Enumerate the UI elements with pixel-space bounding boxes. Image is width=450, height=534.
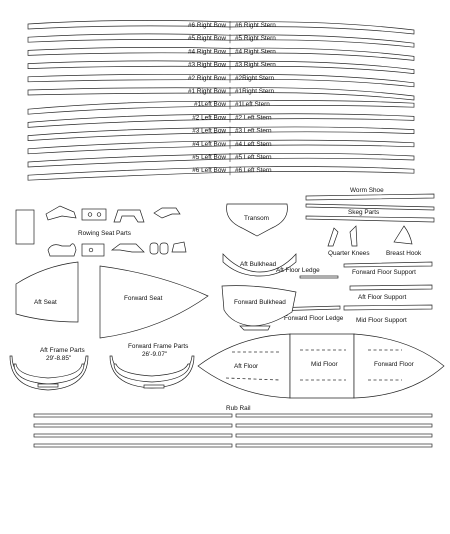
strake-stern-label: #2 Left Stern bbox=[235, 114, 272, 122]
strake-bow-label: #3 Right Bow bbox=[187, 61, 226, 69]
strake-plank bbox=[28, 61, 414, 74]
worm-shoe-label: Worm Shoe bbox=[350, 187, 384, 194]
aft-floor-support-label: Aft Floor Support bbox=[358, 294, 407, 301]
strake-plank bbox=[28, 166, 414, 180]
strake-stern-label: #4 Left Stern bbox=[235, 140, 272, 148]
strake-bow-label: #1Left Bow bbox=[194, 101, 226, 109]
strake-bow-label: #4 Left Bow bbox=[192, 140, 226, 148]
strake-stern-label: #2Right Stern bbox=[235, 74, 275, 82]
breast-hook-label: Breast Hook bbox=[386, 250, 422, 257]
strake-stern-label: #5 Left Stern bbox=[235, 154, 272, 161]
breast-hook-part bbox=[386, 226, 422, 257]
aft-floor-label: Aft Floor bbox=[234, 363, 259, 370]
strake-stern-label: #1Right Stern bbox=[235, 88, 275, 95]
strake-plank bbox=[28, 140, 414, 154]
strake-planks bbox=[28, 20, 414, 180]
aft-bulkhead-label: Aft Bulkhead bbox=[240, 261, 277, 268]
aft-floor-ledge-label: Aft Floor Ledge bbox=[276, 267, 320, 274]
skeg-parts-part bbox=[306, 204, 434, 222]
strake-stern-label: #4 Right Stern bbox=[235, 48, 276, 56]
transom-part bbox=[227, 204, 288, 236]
strake-bow-label: #3 Left Bow bbox=[192, 127, 226, 135]
rub-rail-label: Rub Rail bbox=[226, 405, 251, 412]
strake-bow-label: #2 Left Bow bbox=[192, 114, 226, 122]
strake-plank bbox=[28, 87, 414, 100]
rub-rail-parts bbox=[34, 405, 432, 447]
aft-frame-dimension: 29'-8.85" bbox=[46, 355, 72, 362]
strake-plank bbox=[28, 153, 414, 167]
rowing-seat-parts bbox=[16, 206, 186, 256]
forward-bulkhead-part bbox=[222, 286, 296, 330]
forward-floor-ledge-label: Forward Floor Ledge bbox=[284, 315, 344, 322]
strake-bow-label: #5 Right Bow bbox=[187, 35, 226, 43]
forward-seat-part bbox=[100, 266, 208, 338]
forward-floor-support-label: Forward Floor Support bbox=[352, 269, 416, 276]
strake-stern-label: #3 Left Stern bbox=[235, 127, 272, 135]
floor-panels bbox=[198, 334, 444, 398]
aft-seat-part bbox=[16, 262, 78, 322]
forward-floor-label: Forward Floor bbox=[374, 361, 414, 368]
forward-floor-support-part bbox=[344, 262, 432, 276]
strake-plank bbox=[28, 127, 414, 141]
aft-floor-ledge-part bbox=[276, 267, 338, 278]
strake-plank bbox=[28, 74, 414, 87]
strake-stern-label: #6 Right Stern bbox=[235, 22, 276, 29]
mid-floor-support-label: Mid Floor Support bbox=[356, 317, 407, 324]
mid-floor-label: Mid Floor bbox=[311, 361, 338, 368]
strake-bow-label: #5 Left Bow bbox=[192, 154, 226, 161]
worm-shoe-part bbox=[306, 187, 434, 200]
aft-seat-label: Aft Seat bbox=[34, 299, 57, 306]
quarter-knees-label: Quarter Knees bbox=[328, 250, 370, 257]
strake-plank bbox=[28, 100, 414, 114]
skeg-parts-label: Skeg Parts bbox=[348, 209, 380, 216]
strake-bow-label: #6 Right Bow bbox=[187, 22, 226, 29]
mid-floor-support-part bbox=[344, 305, 432, 324]
aft-frame-parts-label: Aft Frame Parts bbox=[40, 347, 85, 354]
forward-frame-dimension: 26'-9.07" bbox=[142, 351, 168, 358]
strake-bow-label: #6 Left Bow bbox=[192, 167, 226, 175]
strake-plank bbox=[28, 34, 414, 47]
rowing-seat-parts-label: Rowing Seat Parts bbox=[78, 230, 131, 237]
aft-frame-parts bbox=[10, 347, 88, 390]
strake-stern-label: #1Left Stern bbox=[235, 101, 270, 109]
strake-plank bbox=[28, 113, 414, 127]
strake-stern-label: #3 Right Stern bbox=[235, 61, 276, 69]
strake-bow-label: #4 Right Bow bbox=[187, 48, 226, 56]
strake-stern-label: #6 Left Stern bbox=[235, 167, 272, 175]
aft-floor-support-part bbox=[350, 285, 432, 301]
transom-label: Transom bbox=[244, 215, 269, 222]
forward-seat-label: Forward Seat bbox=[124, 295, 163, 302]
forward-bulkhead-label: Forward Bulkhead bbox=[234, 299, 286, 306]
forward-frame-parts bbox=[110, 343, 194, 388]
strake-plank bbox=[28, 47, 414, 60]
strake-bow-label: #1 Right Bow bbox=[187, 88, 226, 95]
strake-stern-label: #5 Right Stern bbox=[235, 35, 276, 43]
quarter-knees-part bbox=[328, 226, 370, 257]
strake-bow-label: #2 Right Bow bbox=[187, 74, 226, 82]
forward-frame-parts-label: Forward Frame Parts bbox=[128, 343, 189, 350]
strake-plank bbox=[28, 20, 414, 34]
